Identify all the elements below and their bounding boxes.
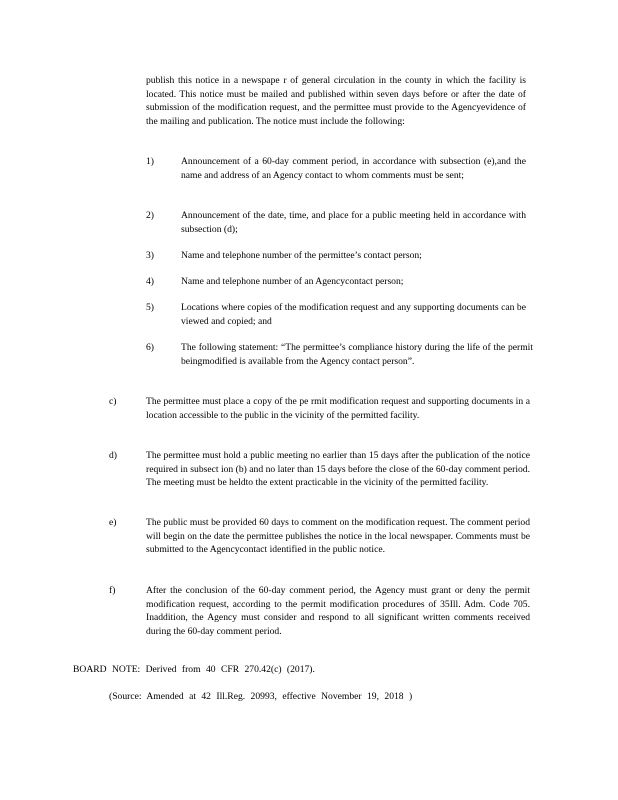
- item-text-2: Announcement of the date, time, and place for a public meeting held in accordance with subsection (d);: [181, 210, 526, 235]
- item-text-1: Announcement of a 60-day comment period, in accordance with subsection (e),and the name and address of an Agency contact to whom comments must be sent;: [181, 156, 526, 181]
- item-number-2: 2): [146, 210, 154, 221]
- subsection-text-d: The permittee must hold a public meeting no earlier than 15 days after the publication of the notice required in subsect ion (b) and no later than 15 days before the close of the 60-day comment period. The meeting must be heldto the extent practicable in the vicinity of the permitted facility.: [146, 450, 530, 488]
- item-text-3: Name and telephone number of the permittee’s contact person;: [181, 250, 422, 261]
- item-text-5: Locations where copies of the modification request and any supporting documents can be viewed and copied; and: [181, 302, 526, 327]
- item-number-4: 4): [146, 276, 154, 287]
- subsection-text-e: The public must be provided 60 days to comment on the modification request. The comment period will begin on the date the permittee publishes the notice in the local newspaper. Comments must be submitted to the Agencycontact identified in the public notice.: [146, 517, 530, 555]
- item-number-3: 3): [146, 250, 154, 261]
- subsection-text-f: After the conclusion of the 60-day comment period, the Agency must grant or deny the permit modification request, according to the permit modification procedures of 35Ill. Adm. Code 705. Inaddition, the Agency must consider and respond to all significant written comments received during the 60-day comment period.: [146, 585, 530, 637]
- subsection-letter-f: f): [109, 585, 116, 596]
- item-text-6: The following statement: “The permittee’s compliance history during the life of the permit beingmodified is available from the Agency contact person”.: [181, 342, 533, 367]
- source-note: (Source: Amended at 42 Ill.Reg. 20993, effective November 19, 2018 ): [109, 691, 413, 702]
- item-number-1: 1): [146, 156, 154, 167]
- subsection-text-c: The permittee must place a copy of the pe rmit modification request and supporting documents in a location accessible to the public in the vicinity of the permitted facility.: [146, 396, 530, 421]
- subsection-letter-e: e): [109, 517, 117, 528]
- item-number-5: 5): [146, 302, 154, 313]
- subsection-letter-d: d): [109, 450, 117, 461]
- item-text-4: Name and telephone number of an Agencycontact person;: [181, 276, 404, 287]
- intro-paragraph: publish this notice in a newspape r of general circulation in the county in which the facility is located. This notice must be mailed and published within seven days before or after the date of submission of the modification request, and the permittee must provide to the Agencyevidence of the mailing and publication. The notice must include the following:: [146, 75, 526, 127]
- board-note: BOARD NOTE: Derived from 40 CFR 270.42(c) (2017).: [73, 664, 315, 675]
- subsection-letter-c: c): [109, 396, 117, 407]
- item-number-6: 6): [146, 342, 154, 353]
